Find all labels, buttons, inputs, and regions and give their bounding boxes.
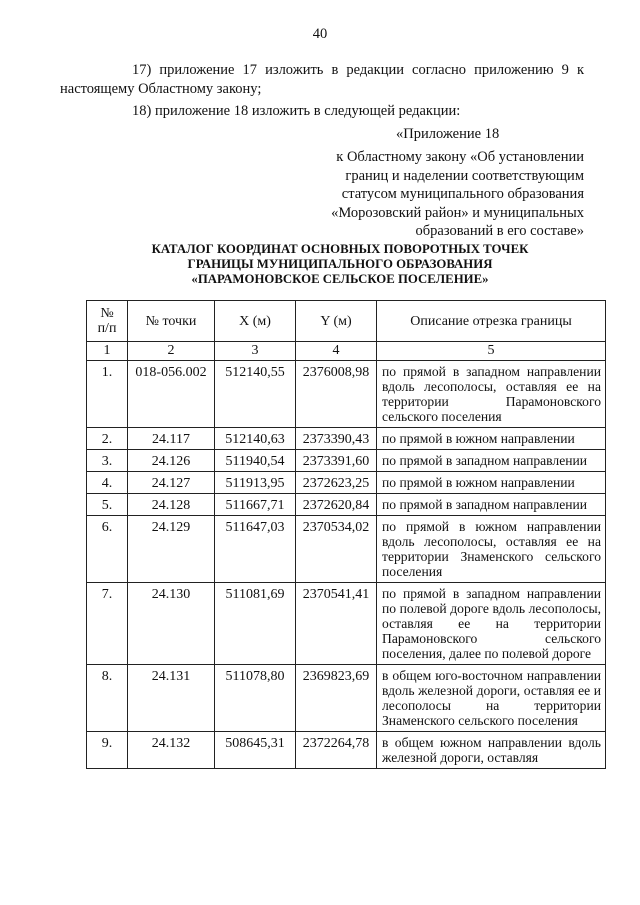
table-row	[87, 665, 606, 732]
appendix-heading: «Приложение 18	[396, 126, 500, 142]
y-coordinate: 2370541,41	[296, 583, 377, 665]
x-coordinate: 511913,95	[215, 472, 296, 494]
row-number: 4.	[87, 472, 128, 494]
point-id: 018-056.002	[128, 361, 215, 428]
catalog-title	[96, 242, 584, 287]
row-number: 9.	[87, 732, 128, 769]
row-number: 8.	[87, 665, 128, 732]
paragraph-17-line2: настоящему Областному закону;	[60, 81, 262, 97]
table-row	[87, 583, 606, 665]
table-row	[87, 494, 606, 516]
catalog-title-line: «ПАРАМОНОВСКОЕ СЕЛЬСКОЕ ПОСЕЛЕНИЕ»	[191, 272, 489, 286]
header-num	[87, 301, 128, 342]
x-coordinate: 511647,03	[215, 516, 296, 583]
segment-description: по прямой в западном направлении	[377, 494, 606, 516]
column-number: 2	[128, 342, 215, 361]
point-id: 24.129	[128, 516, 215, 583]
row-number: 7.	[87, 583, 128, 665]
x-coordinate: 511081,69	[215, 583, 296, 665]
paragraph-18: 18) приложение 18 изложить в следующей редакции:	[132, 103, 461, 119]
y-coordinate: 2372264,78	[296, 732, 377, 769]
y-coordinate: 2373390,43	[296, 428, 377, 450]
y-coordinate: 2369823,69	[296, 665, 377, 732]
point-id: 24.117	[128, 428, 215, 450]
appendix-line: статусом муниципального образования	[341, 186, 584, 202]
catalog-title-line: ГРАНИЦЫ МУНИЦИПАЛЬНОГО ОБРАЗОВАНИЯ	[187, 257, 493, 271]
appendix-line: «Морозовский район» и муниципальных	[331, 204, 584, 221]
appendix-line: образований в его составе»	[415, 223, 584, 239]
column-number: 4	[296, 342, 377, 361]
y-coordinate: 2372620,84	[296, 494, 377, 516]
point-id: 24.126	[128, 450, 215, 472]
appendix-reference	[310, 148, 584, 241]
page-number: 40	[312, 26, 328, 42]
point-id: 24.127	[128, 472, 215, 494]
header-num-line2: п/п	[97, 321, 117, 336]
header-x: X (м)	[215, 301, 296, 342]
x-coordinate: 511078,80	[215, 665, 296, 732]
x-coordinate: 511940,54	[215, 450, 296, 472]
segment-description: по прямой в западном направлении вдоль лесополосы, оставляя ее на территории Парамоновского сельского поселения	[377, 361, 606, 428]
column-number-row	[87, 342, 606, 361]
paragraph-17	[60, 61, 584, 99]
point-id: 24.132	[128, 732, 215, 769]
row-number: 2.	[87, 428, 128, 450]
paragraph-17-line1: 17) приложение 17 изложить в редакции согласно приложению 9 к	[132, 62, 584, 78]
table-row	[87, 450, 606, 472]
appendix-line: к Областному закону «Об установлении	[336, 149, 584, 165]
header-description: Описание отрезка границы	[377, 301, 606, 342]
table-row	[87, 472, 606, 494]
x-coordinate: 511667,71	[215, 494, 296, 516]
point-id: 24.131	[128, 665, 215, 732]
appendix-line: границ и наделении соответствующим	[345, 167, 584, 184]
x-coordinate: 512140,55	[215, 361, 296, 428]
segment-description: по прямой в западном направлении	[377, 450, 606, 472]
segment-description: по прямой в южном направлении вдоль лесополосы, оставляя ее на территории Знаменского сельского поселения	[377, 516, 606, 583]
row-number: 5.	[87, 494, 128, 516]
column-number: 5	[377, 342, 606, 361]
catalog-title-line: КАТАЛОГ КООРДИНАТ ОСНОВНЫХ ПОВОРОТНЫХ ТОЧЕК	[151, 242, 529, 256]
table-header-row	[87, 301, 606, 342]
header-num-line1: №	[100, 306, 114, 321]
x-coordinate: 512140,63	[215, 428, 296, 450]
row-number: 6.	[87, 516, 128, 583]
table-row	[87, 732, 606, 769]
point-id: 24.130	[128, 583, 215, 665]
y-coordinate: 2373391,60	[296, 450, 377, 472]
x-coordinate: 508645,31	[215, 732, 296, 769]
coordinates-table	[86, 300, 606, 769]
y-coordinate: 2376008,98	[296, 361, 377, 428]
table-row	[87, 361, 606, 428]
segment-description: в общем южном направлении вдоль железной дороги, оставляя	[377, 732, 606, 769]
column-number: 3	[215, 342, 296, 361]
row-number: 1.	[87, 361, 128, 428]
segment-description: по прямой в западном направлении по полевой дороге вдоль лесополосы, оставляя ее на территории Парамоновского сельского поселения, далее по полевой дороге	[377, 583, 606, 665]
row-number: 3.	[87, 450, 128, 472]
header-point: № точки	[128, 301, 215, 342]
point-id: 24.128	[128, 494, 215, 516]
header-y: Y (м)	[296, 301, 377, 342]
segment-description: по прямой в южном направлении	[377, 428, 606, 450]
column-number: 1	[87, 342, 128, 361]
y-coordinate: 2370534,02	[296, 516, 377, 583]
y-coordinate: 2372623,25	[296, 472, 377, 494]
segment-description: в общем юго-восточном направлении вдоль железной дороги, оставляя ее и лесополосы на территории Знаменского сельского поселения	[377, 665, 606, 732]
table-row	[87, 428, 606, 450]
segment-description: по прямой в южном направлении	[377, 472, 606, 494]
table-row	[87, 516, 606, 583]
